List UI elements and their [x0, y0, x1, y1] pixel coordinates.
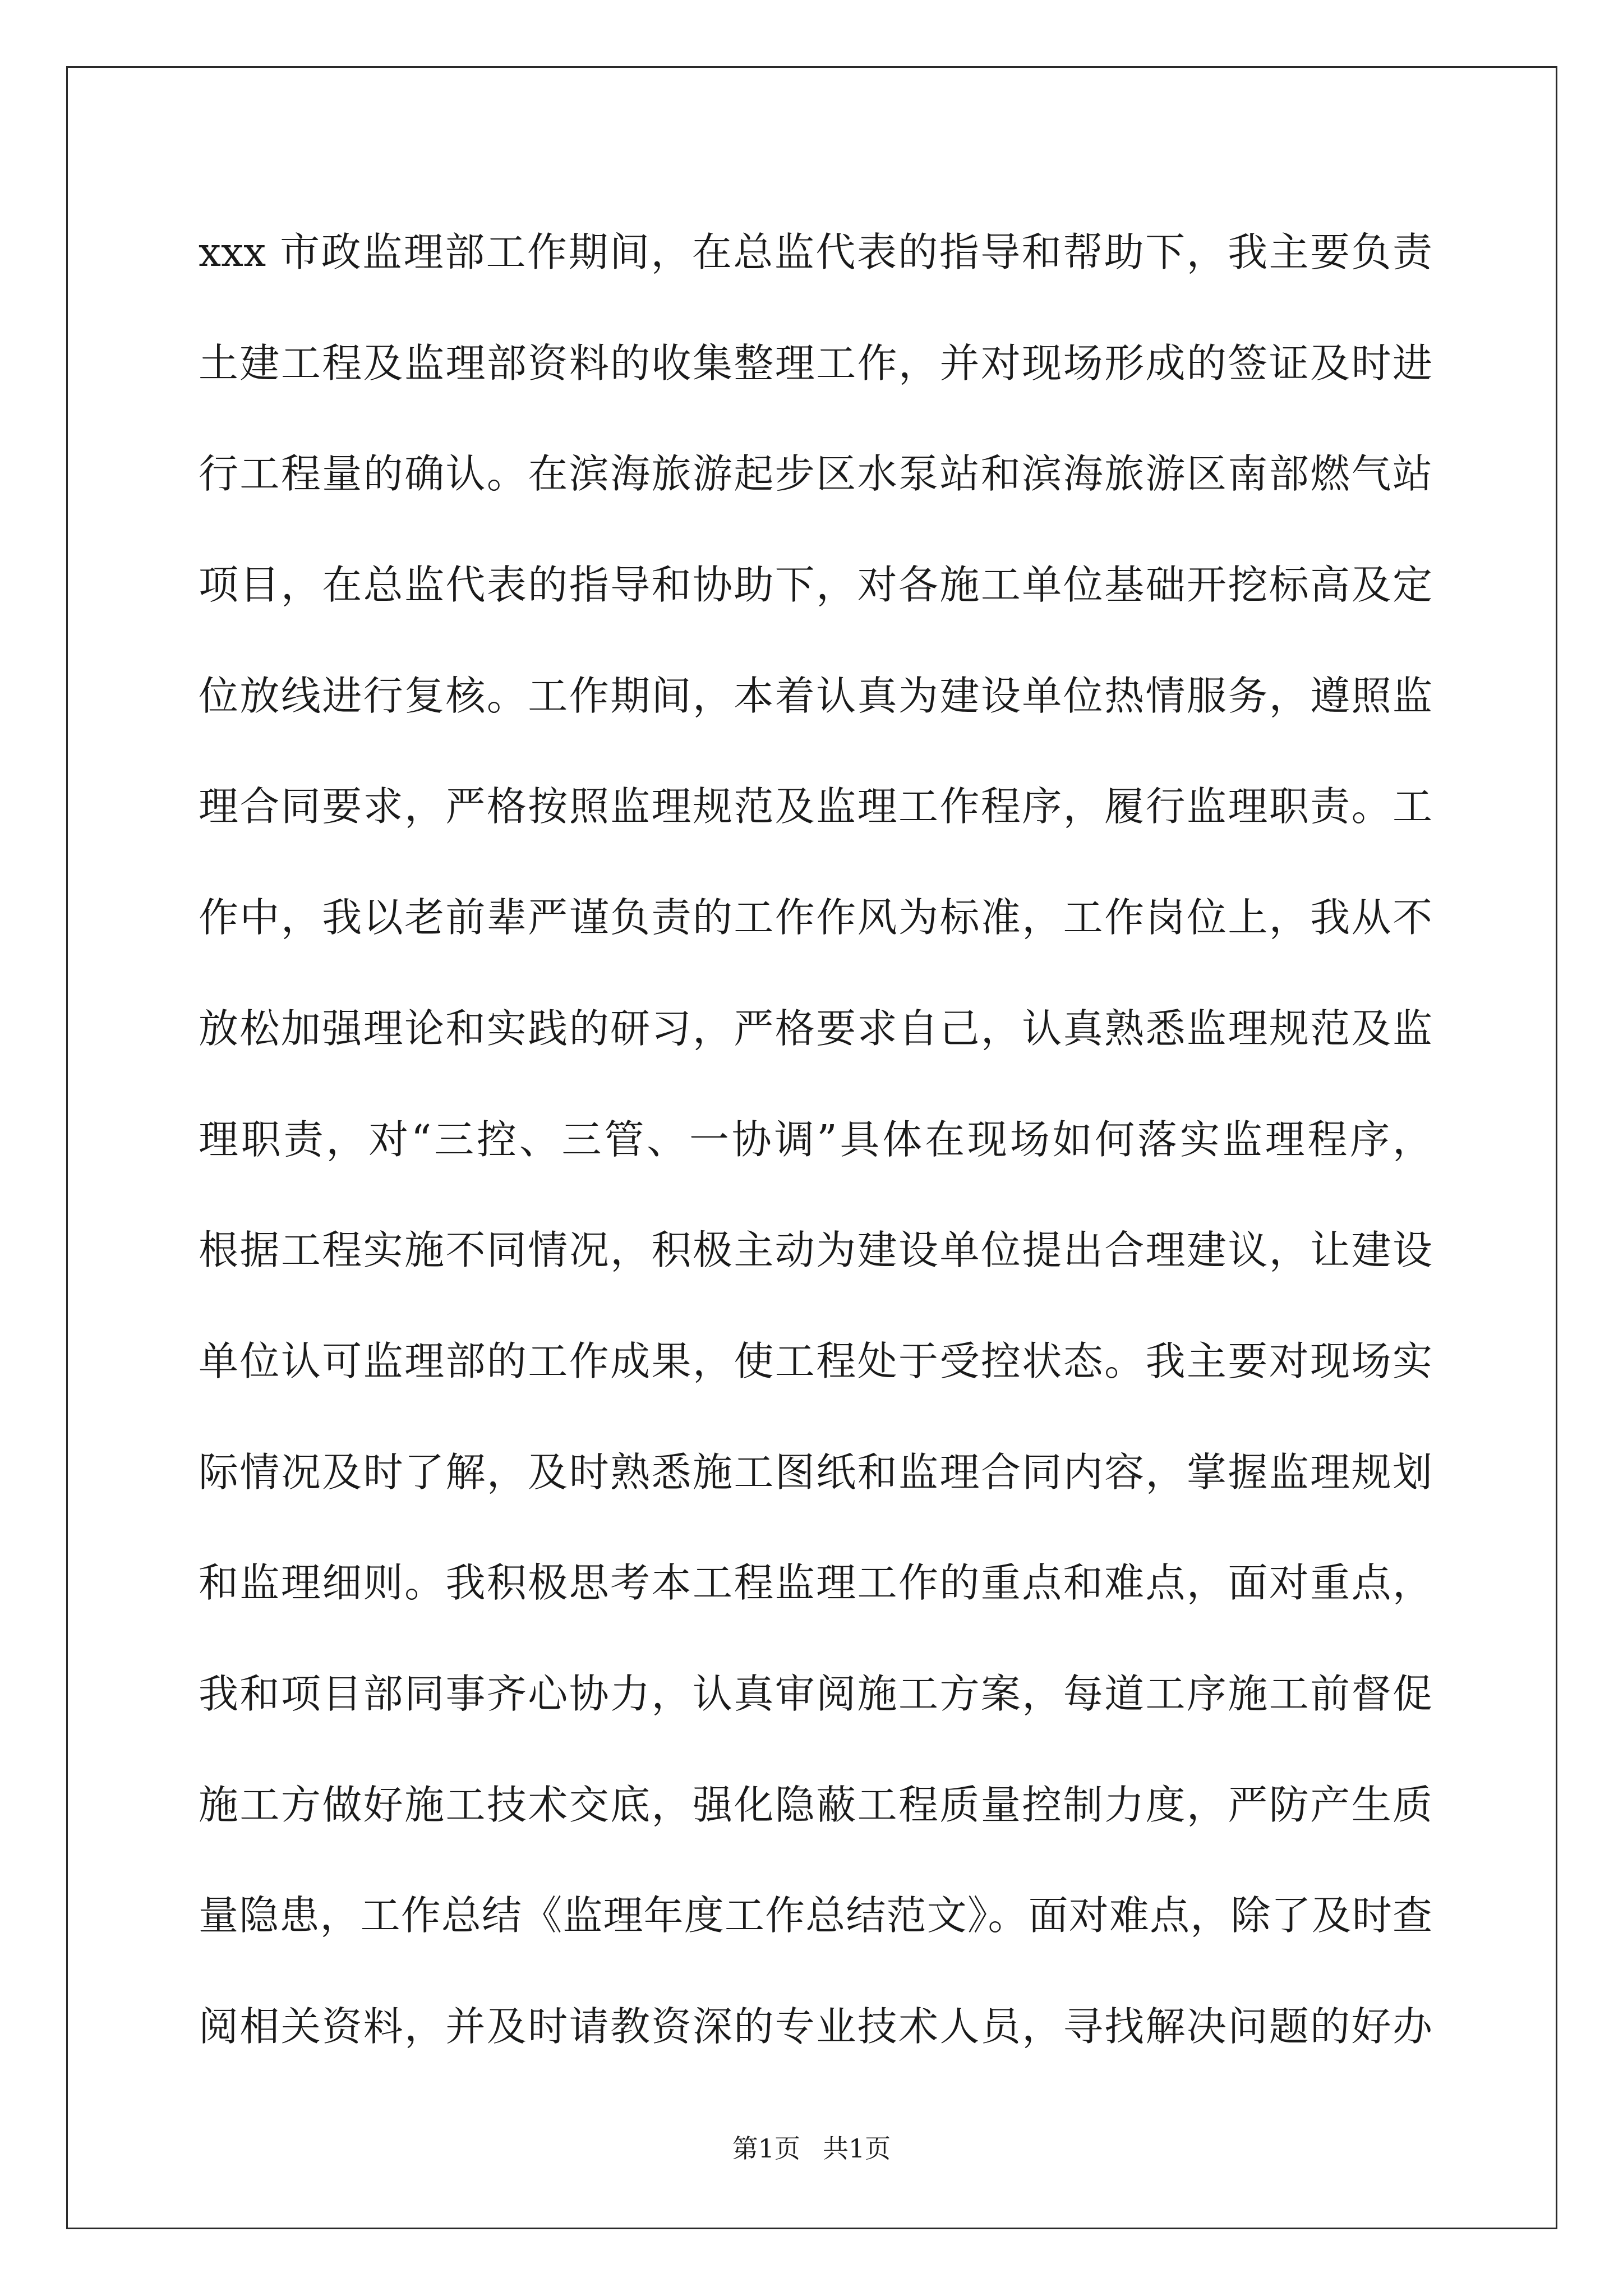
text-line: 理合同要求，严格按照监理规范及监理工作程序，履行监理职责。工 — [199, 783, 1432, 830]
text-line: xxx 市政监理部工作期间，在总监代表的指导和帮助下，我主要负责 — [199, 229, 1432, 275]
text-line: 项目，在总监代表的指导和协助下，对各施工单位基础开挖标高及定 — [199, 562, 1432, 609]
text-line: 位放线进行复核。工作期间，本着认真为建设单位热情服务，遵照监 — [199, 672, 1432, 719]
text-line: 我和项目部同事齐心协力，认真审阅施工方案，每道工序施工前督促 — [199, 1670, 1432, 1717]
text-line: 阅相关资料，并及时请教资深的专业技术人员，寻找解决问题的好办 — [199, 2003, 1432, 2050]
document-body — [199, 222, 1432, 2107]
text-line: 作中，我以老前辈严谨负责的工作作风为标准，工作岗位上，我从不 — [199, 894, 1432, 941]
text-line: 际情况及时了解，及时熟悉施工图纸和监理合同内容，掌握监理规划 — [199, 1448, 1432, 1496]
text-line: 施工方做好施工技术交底，强化隐蔽工程质量控制力度，严防产生质 — [199, 1781, 1432, 1828]
page-footer — [0, 2132, 1623, 2165]
page-number-current: 第1页 — [732, 2133, 800, 2164]
text-line: 单位认可监理部的工作成果，使工程处于受控状态。我主要对现场实 — [199, 1337, 1432, 1384]
text-line: 土建工程及监理部资料的收集整理工作，并对现场形成的签证及时进 — [199, 339, 1432, 386]
text-line: 根据工程实施不同情况，积极主动为建设单位提出合理建议，让建设 — [199, 1227, 1432, 1274]
text-line: 和监理细则。我积极思考本工程监理工作的重点和难点，面对重点， — [199, 1559, 1432, 1607]
text-line: 理职责，对“三控、三管、一协调”具体在现场如何落实监理程序， — [199, 1116, 1432, 1163]
text-line: 放松加强理论和实践的研习，严格要求自己，认真熟悉监理规范及监 — [199, 1005, 1432, 1052]
text-line: 量隐患，工作总结《监理年度工作总结范文》。面对难点，除了及时查 — [199, 1892, 1432, 1939]
text-line: 行工程量的确认。在滨海旅游起步区水泵站和滨海旅游区南部燃气站 — [199, 450, 1432, 498]
page-number-total: 共1页 — [823, 2133, 891, 2164]
